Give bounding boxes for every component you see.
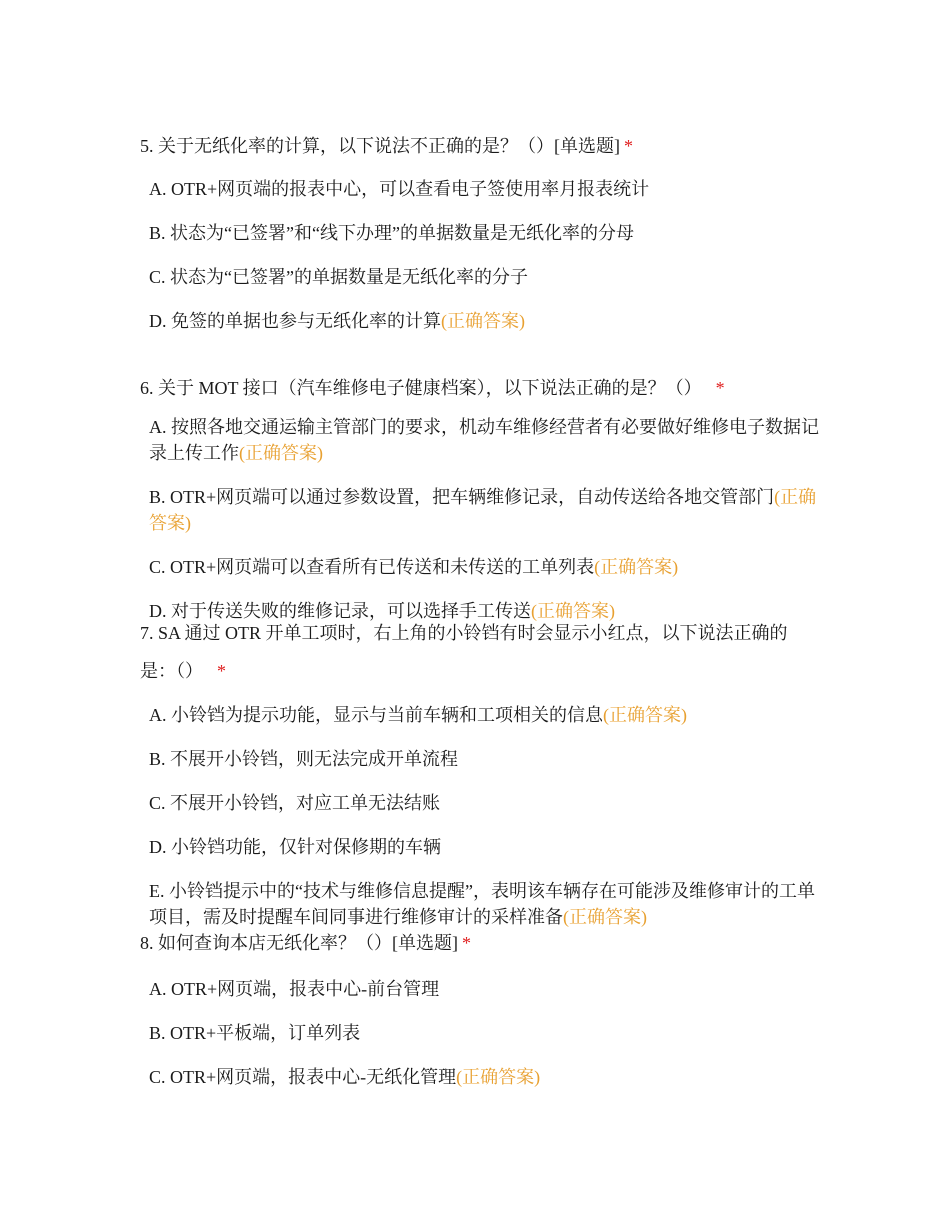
question-title: 5. 关于无纸化率的计算，以下说法不正确的是？（）[单选题] * <box>140 136 633 156</box>
question-5 <box>140 128 820 352</box>
option-d: D. 对于传送失败的维修记录，可以选择手工传送(正确答案) <box>149 601 615 621</box>
required-mark: * <box>715 378 725 398</box>
correct-answer-tag: (正确答案) <box>563 907 647 927</box>
correct-answer-tag: (正确答案) <box>603 705 687 725</box>
correct-answer-tag: (正确答案) <box>456 1067 541 1087</box>
required-mark: * <box>624 136 633 156</box>
option-b: B. 不展开小铃铛，则无法完成开单流程 <box>149 749 459 769</box>
correct-answer-tag: (正确答案) <box>149 487 817 533</box>
correct-answer-tag: (正确答案) <box>594 557 679 577</box>
option-a: A. OTR+网页端的报表中心，可以查看电子签使用率月报表统计 <box>149 179 650 199</box>
correct-answer-tag: (正确答案) <box>531 601 615 621</box>
question-title: 8. 如何查询本店无纸化率？（）[单选题] * <box>140 933 471 953</box>
question-6 <box>140 370 820 642</box>
option-b: B. 状态为“已签署”和“线下办理”的单据数量是无纸化率的分母 <box>149 223 634 243</box>
option-c: C. 不展开小铃铛，对应工单无法结账 <box>149 793 441 813</box>
option-a: A. 小铃铛为提示功能，显示与当前车辆和工项相关的信息(正确答案) <box>149 705 687 725</box>
option-e: E. 小铃铛提示中的“技术与维修信息提醒”，表明该车辆存在可能涉及维修审计的工单项目，需及时提醒车间同事进行维修审计的采样准备(正确答案) <box>149 881 815 927</box>
required-mark: * <box>462 933 471 953</box>
correct-answer-tag: (正确答案) <box>239 443 323 463</box>
option-c: C. OTR+网页端可以查看所有已传送和未传送的工单列表(正确答案) <box>149 557 679 577</box>
option-d: D. 免签的单据也参与无纸化率的计算(正确答案) <box>149 311 525 331</box>
option-c: C. OTR+网页端，报表中心-无纸化管理(正确答案) <box>149 1067 541 1087</box>
question-7 <box>140 614 820 948</box>
option-b: B. OTR+平板端，订单列表 <box>149 1023 361 1043</box>
question-title: 7. SA 通过 OTR 开单工项时，右上角的小铃铛有时会显示小红点，以下说法正确的是：（） * <box>140 623 788 681</box>
option-a: A. OTR+网页端，报表中心-前台管理 <box>149 979 440 999</box>
required-mark: * <box>217 661 226 681</box>
option-c: C. 状态为“已签署”的单据数量是无纸化率的分子 <box>149 267 528 287</box>
question-8 <box>140 925 820 1108</box>
option-d: D. 小铃铛功能，仅针对保修期的车辆 <box>149 837 441 857</box>
correct-answer-tag: (正确答案) <box>441 311 525 331</box>
option-a: A. 按照各地交通运输主管部门的要求，机动车维修经营者有必要做好维修电子数据记录上传工作(正确答案) <box>149 417 819 463</box>
question-title: 6. 关于 MOT 接口（汽车维修电子健康档案），以下说法正确的是？（） * <box>140 378 725 398</box>
option-b: B. OTR+网页端可以通过参数设置，把车辆维修记录，自动传送给各地交管部门(正确答案) <box>149 487 817 533</box>
